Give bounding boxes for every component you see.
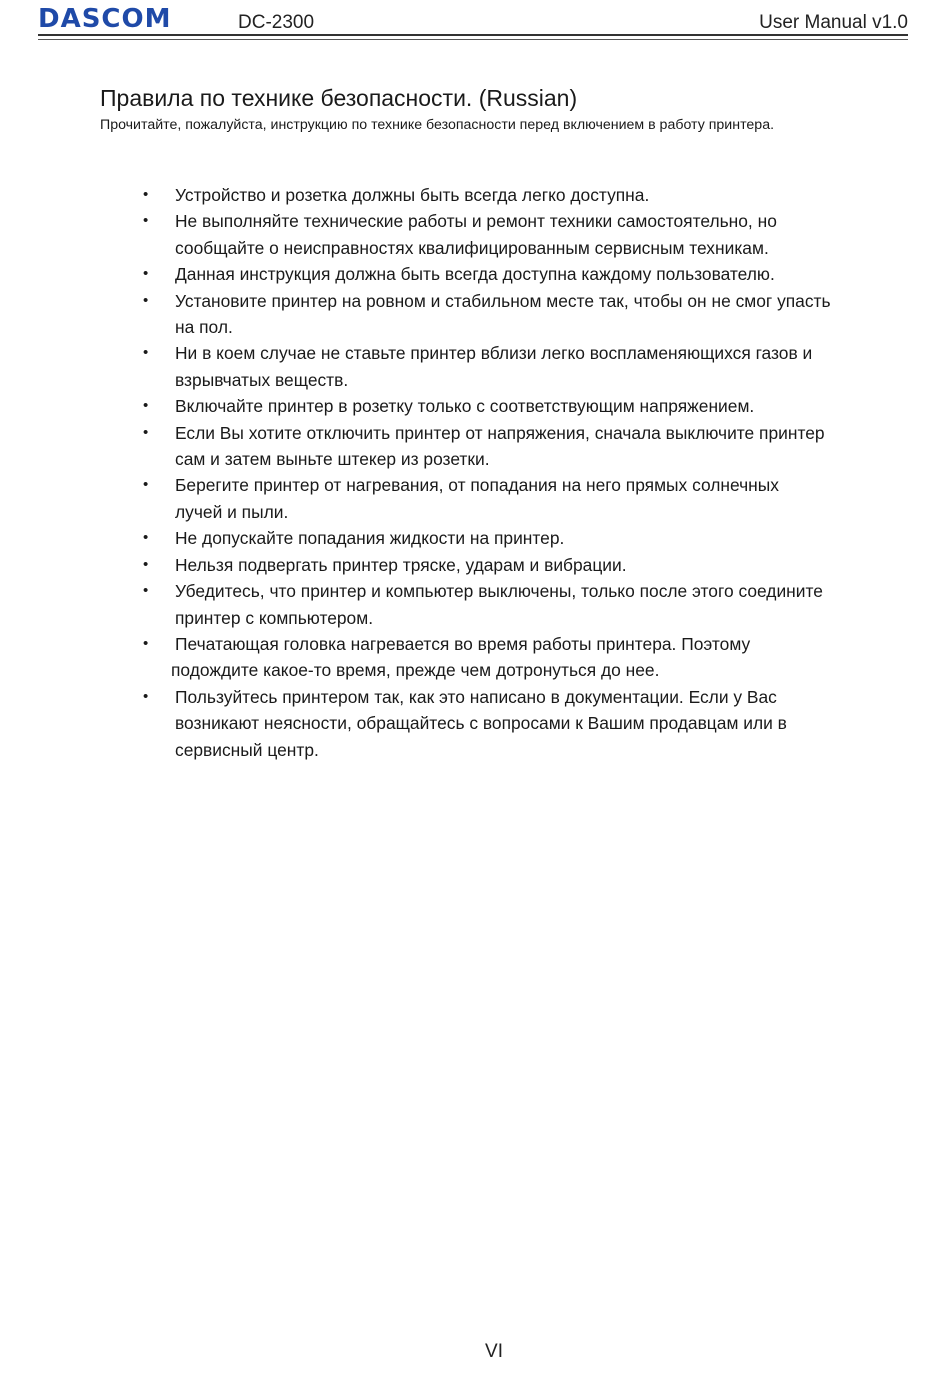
- safety-rule-item: [140, 472, 900, 525]
- safety-rule-item: [140, 578, 900, 631]
- safety-rule-line: Установите принтер на ровном и стабильном месте так, чтобы он не смог упасть: [175, 290, 831, 311]
- bullet-icon: •: [143, 265, 149, 283]
- safety-rule-line: Включайте принтер в розетку только с соответствующим напряжением.: [175, 396, 755, 417]
- safety-rule-line: подождите какое-то время, прежде чем дотронуться до нее.: [171, 660, 660, 681]
- page-header: [38, 6, 908, 42]
- safety-rule-line: возникают неясности, обращайтесь с вопросами к Вашим продавцам или в: [175, 713, 787, 734]
- safety-rule-line: лучей и пыли.: [175, 501, 289, 522]
- bullet-icon: •: [143, 687, 149, 705]
- safety-rule-line: Убедитесь, что принтер и компьютер выключены, только после этого соедините: [175, 581, 823, 602]
- bullet-icon: •: [143, 397, 149, 415]
- safety-rule-item: [140, 684, 900, 763]
- safety-rule-item: [140, 261, 900, 287]
- safety-rule-line: принтер с компьютером.: [175, 607, 374, 628]
- safety-rule-item: [140, 340, 900, 393]
- header-rule-thin: [38, 39, 908, 40]
- page-number: VI: [485, 1341, 503, 1362]
- bullet-icon: •: [143, 476, 149, 494]
- safety-rule-line: Пользуйтесь принтером так, как это написано в документации. Если у Вас: [175, 686, 777, 707]
- dascom-logo: DASCOM: [38, 4, 172, 34]
- safety-rule-item: [140, 420, 900, 473]
- bullet-icon: •: [143, 423, 149, 441]
- bullet-icon: •: [143, 555, 149, 573]
- manual-version: User Manual v1.0: [759, 12, 908, 33]
- safety-rule-line: Не выполняйте технические работы и ремонт техники самостоятельно, но: [175, 211, 777, 232]
- safety-rule-line: Данная инструкция должна быть всегда доступна каждому пользователю.: [175, 264, 775, 285]
- safety-rules-list: [140, 182, 900, 763]
- safety-rule-item: [140, 208, 900, 261]
- safety-rule-line: сам и затем выньте штекер из розетки.: [175, 449, 490, 470]
- safety-rule-line: Если Вы хотите отключить принтер от напряжения, сначала выключите принтер: [175, 422, 825, 443]
- safety-rule-line: Не допускайте попадания жидкости на принтер.: [175, 528, 565, 549]
- safety-rule-item: [140, 631, 900, 684]
- intro-text: Прочитайте, пожалуйста, инструкцию по технике безопасности перед включением в работу принтера.: [100, 117, 775, 133]
- header-rule-thick: [38, 34, 908, 36]
- safety-rule-item: [140, 393, 900, 419]
- safety-rule-item: [140, 552, 900, 578]
- safety-rule-line: взрывчатых веществ.: [175, 369, 349, 390]
- bullet-icon: •: [143, 529, 149, 547]
- safety-rule-line: сообщайте о неисправностях квалифицированным сервисным техникам.: [175, 237, 769, 258]
- bullet-icon: •: [143, 291, 149, 309]
- bullet-icon: •: [143, 186, 149, 203]
- safety-rule-line: Ни в коем случае не ставьте принтер вблизи легко воспламеняющихся газов и: [175, 343, 813, 364]
- safety-rule-line: Печатающая головка нагревается во время работы принтера. Поэтому: [175, 633, 751, 654]
- safety-rule-line: Берегите принтер от нагревания, от попадания на него прямых солнечных: [175, 475, 779, 496]
- safety-rule-item: [140, 288, 900, 341]
- safety-rule-line: на пол.: [175, 317, 233, 338]
- bullet-icon: •: [143, 344, 149, 362]
- bullet-icon: •: [143, 582, 149, 600]
- safety-rule-line: сервисный центр.: [175, 739, 319, 760]
- safety-rule-line: Устройство и розетка должны быть всегда легко доступна.: [175, 185, 650, 205]
- bullet-icon: •: [143, 634, 149, 652]
- safety-rule-item: [140, 525, 900, 551]
- safety-rule-item: [140, 182, 900, 208]
- safety-rule-line: Нельзя подвергать принтер тряске, ударам и вибрации.: [175, 554, 627, 575]
- page-title: Правила по технике безопасности. (Russian): [100, 85, 578, 111]
- bullet-icon: •: [143, 212, 149, 230]
- model-name: DC-2300: [238, 12, 315, 33]
